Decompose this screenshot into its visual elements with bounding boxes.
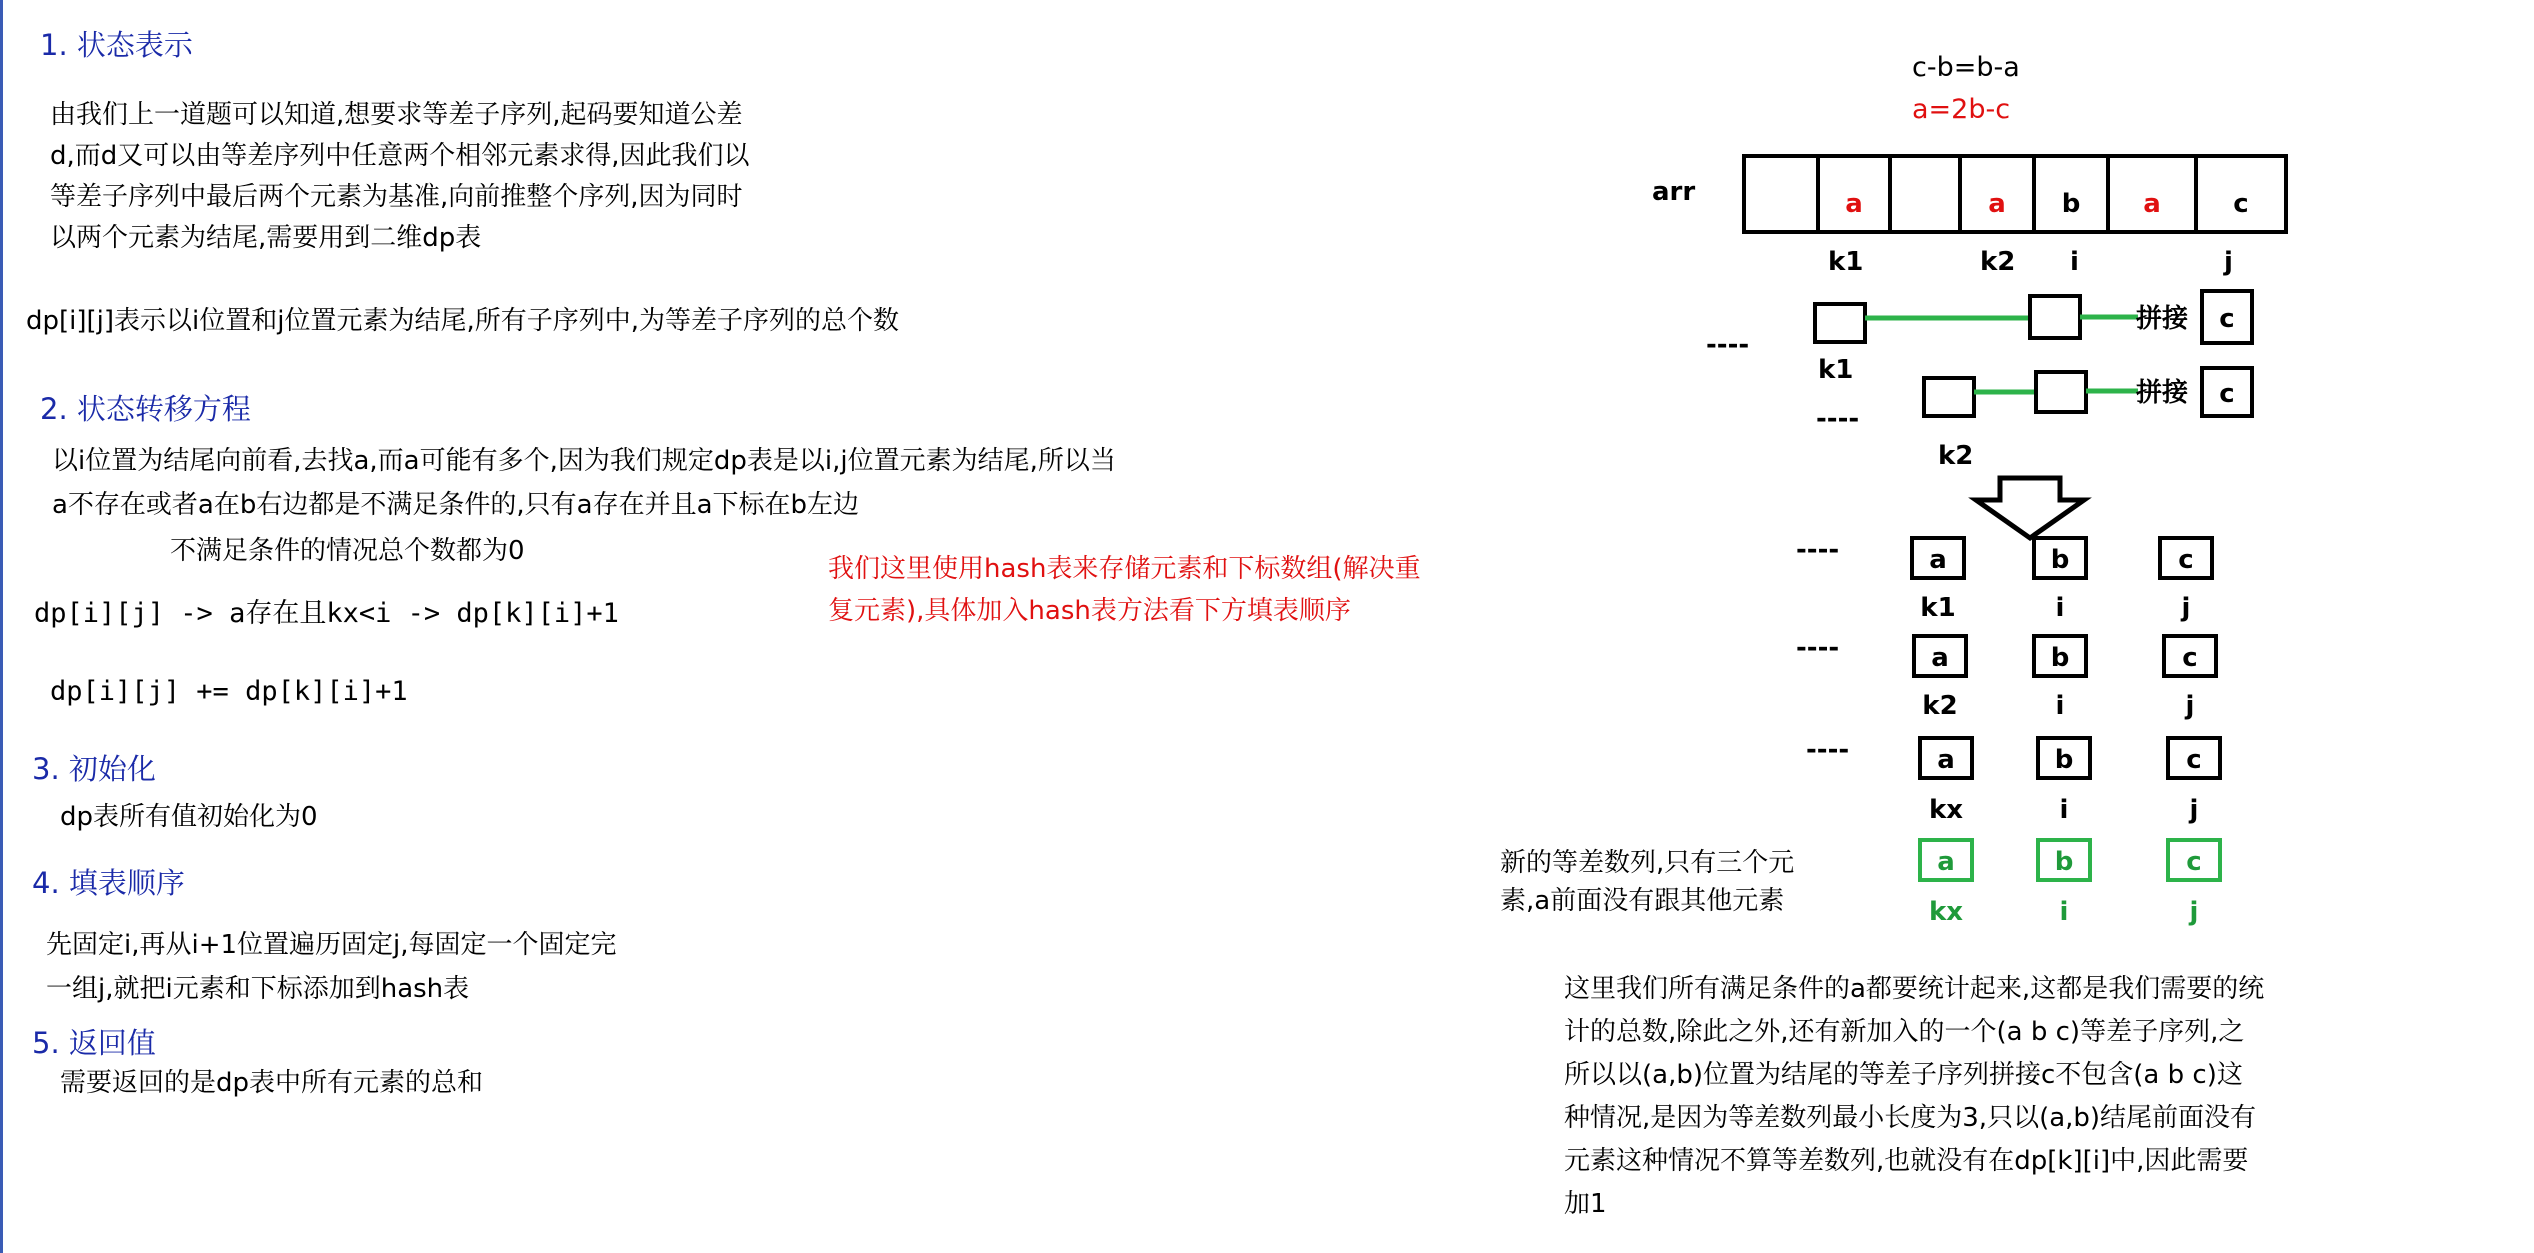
- summary-line-5: 元素这种情况不算等差数列,也就没有在dp[k][i]中,因此需要: [1564, 1146, 2249, 1176]
- index-k2: k2: [1980, 247, 2016, 277]
- i-label-triple-3: i: [2059, 897, 2069, 927]
- b-letter-triple-0: b: [2050, 545, 2070, 575]
- equation-a-equals: a=2b-c: [1912, 94, 2011, 125]
- index-label-triple-3: kx: [1928, 897, 1964, 927]
- new-seq-note-line-2: 素,a前面没有跟其他元素: [1500, 886, 1785, 916]
- dashes-row-1: ----: [1706, 330, 1750, 360]
- arr-cell-value-5: a: [2143, 189, 2161, 219]
- summary-line-6: 加1: [1564, 1189, 1607, 1219]
- heading-initialization: 3. 初始化: [32, 752, 156, 786]
- k2-box: [1924, 378, 1974, 416]
- summary-line-1: 这里我们所有满足条件的a都要统计起来,这都是我们需要的统: [1564, 974, 2265, 1004]
- splice-label-2: 拼接: [2136, 378, 2189, 408]
- transition-line-2: a不存在或者a在b右边都是不满足条件的,只有a存在并且a下标在b左边: [52, 490, 860, 520]
- j-label-triple-1: j: [2185, 691, 2195, 721]
- hash-note-line-2: 复元素),具体加入hash表方法看下方填表顺序: [828, 596, 1351, 626]
- heading-state-representation: 1. 状态表示: [40, 28, 193, 62]
- splice-label-1: 拼接: [2136, 304, 2189, 334]
- dashes-triple-2: ----: [1806, 735, 1850, 765]
- j-label-triple-0: j: [2181, 593, 2191, 623]
- c-letter-triple-2: c: [2186, 745, 2202, 775]
- equation-cba: c-b=b-a: [1912, 52, 2020, 83]
- c-letter-row-1: c: [2219, 304, 2235, 334]
- fill-order-line-2: 一组j,就把i元素和下标添加到hash表: [46, 974, 470, 1004]
- i-box-row-2: [2036, 372, 2086, 412]
- arr-cell-value-6: c: [2233, 189, 2249, 219]
- index-label-triple-1: k2: [1922, 691, 1958, 721]
- state-representation-line-4: 以两个元素为结尾,需要用到二维dp表: [50, 223, 482, 253]
- index-i: i: [2070, 247, 2079, 277]
- a-letter-triple-2: a: [1937, 745, 1955, 775]
- i-label-triple-1: i: [2055, 691, 2065, 721]
- i-label-triple-0: i: [2055, 593, 2065, 623]
- b-letter-triple-2: b: [2054, 745, 2074, 775]
- dashes-triple-0: ----: [1796, 535, 1840, 565]
- state-representation-line-2: d,而d又可以由等差序列中任意两个相邻元素求得,因此我们以: [50, 141, 750, 171]
- transition-zero-case: 不满足条件的情况总个数都为0: [170, 536, 525, 566]
- index-label-triple-2: kx: [1928, 795, 1964, 825]
- arr-cell-value-1: a: [1845, 189, 1863, 219]
- index-k1: k1: [1828, 247, 1864, 277]
- heading-transition-equation: 2. 状态转移方程: [40, 392, 251, 426]
- fill-order-line-1: 先固定i,再从i+1位置遍历固定j,每固定一个固定完: [46, 930, 617, 960]
- j-label-triple-2: j: [2189, 795, 2199, 825]
- heading-return-value: 5. 返回值: [32, 1026, 156, 1060]
- initialization-text: dp表所有值初始化为0: [60, 802, 318, 832]
- state-representation-line-1: 由我们上一道题可以知道,想要求等差子序列,起码要知道公差: [50, 100, 743, 130]
- hash-note-line-1: 我们这里使用hash表来存储元素和下标数组(解决重: [828, 554, 1421, 584]
- b-letter-triple-1: b: [2050, 643, 2070, 673]
- dp-definition: dp[i][j]表示以i位置和j位置元素为结尾,所有子序列中,为等差子序列的总个数: [26, 306, 900, 336]
- dashes-row-2: ----: [1816, 404, 1860, 434]
- a-letter-triple-3: a: [1937, 847, 1955, 877]
- a-letter-triple-0: a: [1929, 545, 1947, 575]
- summary-line-3: 所以以(a,b)位置为结尾的等差子序列拼接c不包含(a b c)这: [1564, 1060, 2243, 1090]
- down-arrow-icon: [1976, 478, 2084, 538]
- transition-formula-accumulate: dp[i][j] += dp[k][i]+1: [50, 676, 408, 707]
- c-letter-triple-1: c: [2182, 643, 2198, 673]
- k1-box: [1815, 304, 1865, 342]
- c-letter-row-2: c: [2219, 379, 2235, 409]
- i-label-triple-2: i: [2059, 795, 2069, 825]
- dashes-triple-1: ----: [1796, 633, 1840, 663]
- arr-cells: [1744, 156, 2286, 232]
- arr-cell-value-3: a: [1988, 189, 2006, 219]
- k2-label-row-2: k2: [1938, 441, 1974, 471]
- summary-line-4: 种情况,是因为等差数列最小长度为3,只以(a,b)结尾前面没有: [1564, 1103, 2257, 1133]
- j-label-triple-3: j: [2189, 897, 2199, 927]
- arr-cell-2: [1890, 156, 1960, 232]
- i-box-row-1: [2030, 296, 2080, 338]
- c-letter-triple-0: c: [2178, 545, 2194, 575]
- index-label-triple-0: k1: [1920, 593, 1956, 623]
- new-seq-note-line-1: 新的等差数列,只有三个元: [1500, 848, 1795, 878]
- summary-line-2: 计的总数,除此之外,还有新加入的一个(a b c)等差子序列,之: [1564, 1017, 2245, 1047]
- a-letter-triple-1: a: [1931, 643, 1949, 673]
- arr-cell-0: [1744, 156, 1818, 232]
- arr-cell-value-4: b: [2061, 189, 2081, 219]
- state-representation-line-3: 等差子序列中最后两个元素为基准,向前推整个序列,因为同时: [50, 182, 743, 212]
- index-j: j: [2224, 247, 2233, 277]
- c-letter-triple-3: c: [2186, 847, 2202, 877]
- return-value-text: 需要返回的是dp表中所有元素的总和: [60, 1068, 484, 1098]
- b-letter-triple-3: b: [2054, 847, 2074, 877]
- triple-rows: [1796, 535, 2220, 927]
- k1-label-row-1: k1: [1818, 355, 1854, 385]
- arr-label: arr: [1652, 177, 1696, 207]
- transition-formula-condition: dp[i][j] -> a存在且kx<i -> dp[k][i]+1: [34, 598, 619, 629]
- heading-fill-order: 4. 填表顺序: [32, 866, 185, 900]
- transition-line-1: 以i位置为结尾向前看,去找a,而a可能有多个,因为我们规定dp表是以i,j位置元素为结尾,所以当: [52, 446, 1116, 476]
